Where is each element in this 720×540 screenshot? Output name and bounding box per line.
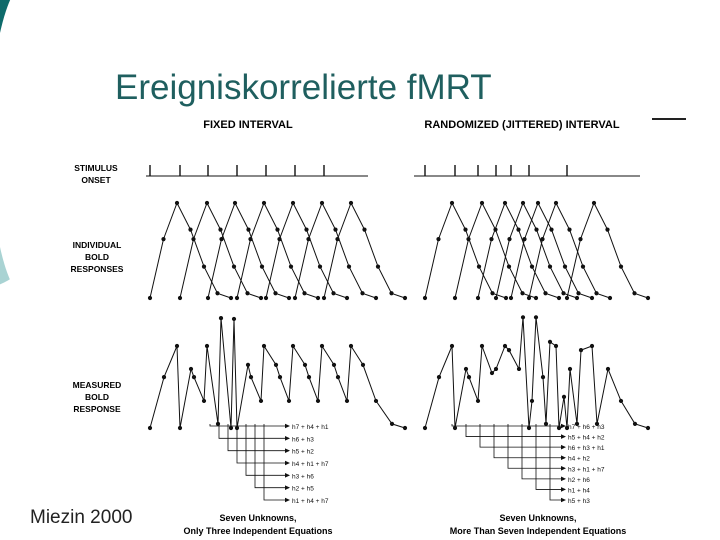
jittered-caption-1: Seven Unknowns, — [499, 513, 577, 523]
jittered-response-6-point-6 — [594, 291, 598, 295]
fixed-response-4-point-2 — [248, 237, 252, 241]
fixed-response-7-point-1 — [322, 296, 326, 300]
jittered-measured-point-7 — [476, 399, 480, 403]
fixed-response-1-point-5 — [202, 265, 206, 269]
fixed-measured-point-17 — [262, 344, 266, 348]
fixed-response-6-point-1 — [293, 296, 297, 300]
jittered-response-2-point-5 — [507, 265, 511, 269]
fixed-caption-1: Seven Unknowns, — [219, 513, 297, 523]
fixed-response-2-point-4 — [218, 228, 222, 232]
jittered-response-2-point-7 — [534, 296, 538, 300]
jittered-response-3-point-3 — [503, 201, 507, 205]
jittered-measured-curve — [425, 317, 648, 428]
fixed-measured-point-28 — [345, 399, 349, 403]
fixed-response-5-point-6 — [331, 291, 335, 295]
fixed-response-1-point-4 — [188, 228, 192, 232]
fixed-measured-point-3 — [175, 344, 179, 348]
row-label-individual-3: RESPONSES — [70, 264, 124, 274]
jittered-response-4-point-1 — [494, 296, 498, 300]
jittered-response-2-point-2 — [466, 237, 470, 241]
fixed-response-5-point-3 — [291, 201, 295, 205]
jittered-measured-point-33 — [646, 426, 650, 430]
jittered-equation-7: h1 + h4 — [568, 487, 590, 495]
fixed-arrow-line-1 — [210, 424, 289, 426]
fixed-response-1-point-3 — [175, 201, 179, 205]
row-label-measured-3: RESPONSE — [73, 404, 121, 414]
jittered-response-7-point-5 — [619, 265, 623, 269]
fixed-measured-point-6 — [192, 375, 196, 379]
jittered-arrowhead-4 — [561, 455, 566, 460]
fixed-response-3-point-1 — [206, 296, 210, 300]
jittered-response-3-point-6 — [543, 291, 547, 295]
jittered-response-1-point-1 — [423, 296, 427, 300]
jittered-response-7-point-1 — [565, 296, 569, 300]
fixed-arrow-line-5 — [246, 424, 289, 475]
fixed-arrow-line-6 — [255, 424, 289, 488]
slide-title: Ereigniskorrelierte fMRT — [115, 68, 492, 107]
jittered-measured-point-13 — [517, 367, 521, 371]
jittered-response-5-point-6 — [576, 291, 580, 295]
jittered-arrowhead-3 — [561, 445, 566, 450]
jittered-response-curve-2 — [455, 203, 536, 298]
jittered-response-1-point-5 — [477, 265, 481, 269]
jittered-arrowhead-6 — [561, 477, 566, 482]
fixed-interval-title: FIXED INTERVAL — [203, 119, 293, 131]
jittered-response-3-point-2 — [489, 237, 493, 241]
jittered-measured-point-1 — [423, 426, 427, 430]
row-label-stimulus-2: ONSET — [81, 175, 111, 185]
fixed-measured-point-7 — [202, 399, 206, 403]
fixed-arrowhead-2 — [285, 436, 290, 441]
jittered-measured-point-31 — [619, 399, 623, 403]
fixed-equation-2: h6 + h3 — [292, 436, 314, 444]
jittered-response-1-point-4 — [463, 228, 467, 232]
fixed-measured-point-24 — [316, 399, 320, 403]
fixed-equation-3: h5 + h2 — [292, 448, 314, 456]
jittered-equation-1: h7 + h6 + h3 — [568, 424, 605, 431]
jittered-response-curve-7 — [567, 203, 648, 298]
jittered-response-5-point-1 — [509, 296, 513, 300]
fixed-measured-point-26 — [332, 363, 336, 367]
jittered-response-6-point-7 — [608, 296, 612, 300]
fixed-arrow-line-4 — [237, 424, 289, 463]
jittered-arrowhead-7 — [561, 487, 566, 492]
jittered-measured-point-21 — [554, 344, 558, 348]
jittered-response-7-point-4 — [605, 228, 609, 232]
fixed-arrowhead-5 — [285, 473, 290, 478]
fixed-measured-point-31 — [374, 399, 378, 403]
fixed-measured-point-9 — [216, 422, 220, 426]
jittered-measured-point-19 — [544, 422, 548, 426]
jittered-measured-point-23 — [562, 395, 566, 399]
jittered-response-6-point-5 — [581, 265, 585, 269]
fixed-response-3-point-2 — [219, 237, 223, 241]
fixed-response-2-point-2 — [191, 237, 195, 241]
fixed-response-2-point-3 — [205, 201, 209, 205]
fixed-measured-point-10 — [219, 316, 223, 320]
fixed-response-1-point-2 — [161, 237, 165, 241]
fixed-response-4-point-3 — [262, 201, 266, 205]
jittered-response-5-point-3 — [536, 201, 540, 205]
fixed-response-6-point-3 — [320, 201, 324, 205]
jittered-measured-point-30 — [606, 367, 610, 371]
fixed-response-2-point-7 — [259, 296, 263, 300]
jittered-response-3-point-4 — [516, 228, 520, 232]
jittered-arrow-line-7 — [536, 424, 565, 489]
fixed-response-5-point-1 — [264, 296, 268, 300]
jittered-measured-point-4 — [453, 426, 457, 430]
fixed-response-3-point-4 — [246, 228, 250, 232]
fixed-measured-point-32 — [390, 422, 394, 426]
jittered-arrowhead-8 — [561, 498, 566, 503]
jittered-response-1-point-2 — [436, 237, 440, 241]
jittered-response-5-point-5 — [563, 265, 567, 269]
jittered-response-3-point-5 — [530, 265, 534, 269]
fixed-response-6-point-6 — [360, 291, 364, 295]
fixed-response-4-point-4 — [275, 228, 279, 232]
jittered-arrowhead-2 — [561, 434, 566, 439]
fixed-arrowhead-7 — [285, 498, 290, 503]
jittered-equation-8: h5 + h3 — [568, 498, 590, 505]
jittered-response-5-point-7 — [590, 296, 594, 300]
jittered-measured-point-25 — [568, 367, 572, 371]
jittered-equation-6: h2 + h6 — [568, 476, 590, 484]
jittered-response-4-point-4 — [534, 228, 538, 232]
fixed-measured-point-15 — [249, 375, 253, 379]
jittered-response-1-point-3 — [450, 201, 454, 205]
jittered-response-2-point-6 — [520, 291, 524, 295]
fixed-response-4-point-7 — [316, 296, 320, 300]
fixed-equation-1: h7 + h4 + h1 — [292, 424, 329, 431]
fixed-equation-7: h1 + h4 + h7 — [292, 498, 329, 505]
fixed-equation-6: h2 + h5 — [292, 485, 314, 493]
jittered-equation-5: h3 + h1 + h7 — [568, 466, 605, 474]
jittered-response-5-point-4 — [549, 228, 553, 232]
jittered-equation-3: h6 + h3 + h1 — [568, 445, 605, 453]
fixed-response-7-point-2 — [335, 237, 339, 241]
fixed-equation-5: h3 + h6 — [292, 473, 314, 481]
row-label-individual-1: INDIVIDUAL — [72, 240, 122, 250]
fixed-response-curve-6 — [295, 203, 376, 298]
jittered-response-curve-5 — [511, 203, 592, 298]
fixed-arrowhead-6 — [285, 485, 290, 490]
jittered-measured-point-18 — [541, 375, 545, 379]
jittered-measured-point-5 — [464, 367, 468, 371]
fixed-measured-point-16 — [259, 399, 263, 403]
jittered-response-6-point-3 — [554, 201, 558, 205]
jittered-response-4-point-2 — [507, 237, 511, 241]
fixed-response-7-point-4 — [362, 228, 366, 232]
jittered-measured-point-22 — [557, 426, 561, 430]
fixed-measured-curve — [150, 318, 405, 428]
fixed-measured-point-29 — [349, 344, 353, 348]
fixed-measured-point-11 — [229, 426, 233, 430]
fixed-response-1-point-1 — [148, 296, 152, 300]
row-label-stimulus-1: STIMULUS — [74, 163, 118, 173]
fixed-equation-4: h4 + h1 + h7 — [292, 461, 329, 468]
jittered-response-2-point-1 — [453, 296, 457, 300]
jittered-measured-point-8 — [480, 344, 484, 348]
fixed-measured-point-19 — [278, 375, 282, 379]
fixed-measured-point-33 — [403, 426, 407, 430]
jittered-measured-point-20 — [548, 340, 552, 344]
fixed-arrowhead-3 — [285, 448, 290, 453]
jittered-response-6-point-2 — [540, 237, 544, 241]
jittered-measured-point-27 — [579, 348, 583, 352]
jittered-response-4-point-3 — [521, 201, 525, 205]
fixed-measured-point-25 — [320, 344, 324, 348]
jittered-equation-4: h4 + h2 — [568, 455, 590, 463]
fixed-response-7-point-5 — [376, 265, 380, 269]
fixed-measured-point-4 — [178, 426, 182, 430]
jittered-response-curve-4 — [496, 203, 577, 298]
credit-text: Miezin 2000 — [30, 507, 133, 528]
fixed-response-curve-7 — [324, 203, 405, 298]
jittered-measured-point-17 — [534, 315, 538, 319]
jittered-response-7-point-7 — [646, 296, 650, 300]
fixed-response-6-point-2 — [306, 237, 310, 241]
jittered-response-1-point-6 — [490, 291, 494, 295]
jittered-arrow-line-5 — [508, 424, 565, 468]
jittered-response-6-point-1 — [527, 296, 531, 300]
jittered-interval-title: RANDOMIZED (JITTERED) INTERVAL — [424, 119, 620, 131]
figure-plots — [146, 165, 650, 505]
fixed-response-4-point-1 — [235, 296, 239, 300]
fixed-response-1-point-6 — [215, 291, 219, 295]
fixed-arrowhead-4 — [285, 461, 290, 466]
fixed-measured-point-5 — [189, 367, 193, 371]
fixed-measured-point-30 — [361, 363, 365, 367]
fixed-response-5-point-2 — [277, 237, 281, 241]
fixed-arrowhead-1 — [285, 424, 290, 429]
jittered-arrowhead-5 — [561, 466, 566, 471]
fixed-response-3-point-3 — [233, 201, 237, 205]
jittered-response-4-point-5 — [548, 265, 552, 269]
jittered-measured-point-2 — [437, 375, 441, 379]
jittered-response-3-point-1 — [476, 296, 480, 300]
jittered-measured-point-28 — [590, 344, 594, 348]
jittered-response-4-point-7 — [575, 296, 579, 300]
fixed-measured-point-8 — [205, 344, 209, 348]
jittered-caption-2: More Than Seven Independent Equations — [449, 526, 627, 536]
fixed-measured-point-12 — [232, 317, 236, 321]
fixed-measured-point-22 — [303, 363, 307, 367]
jittered-response-7-point-3 — [592, 201, 596, 205]
fixed-response-curve-2 — [180, 203, 261, 298]
jittered-response-5-point-2 — [522, 237, 526, 241]
fixed-response-2-point-1 — [178, 296, 182, 300]
jittered-arrow-line-3 — [480, 424, 565, 447]
jittered-measured-point-10 — [494, 367, 498, 371]
jittered-measured-point-15 — [527, 426, 531, 430]
jittered-response-4-point-6 — [561, 291, 565, 295]
fixed-response-4-point-5 — [289, 265, 293, 269]
jittered-measured-point-14 — [521, 315, 525, 319]
jittered-measured-point-3 — [450, 344, 454, 348]
fixed-caption-2: Only Three Independent Equations — [183, 526, 333, 536]
fixed-response-7-point-3 — [349, 201, 353, 205]
jittered-measured-point-6 — [467, 375, 471, 379]
fixed-measured-point-20 — [287, 399, 291, 403]
fixed-measured-point-21 — [291, 344, 295, 348]
jittered-measured-point-12 — [507, 348, 511, 352]
fixed-response-1-point-7 — [229, 296, 233, 300]
jittered-arrow-line-6 — [522, 424, 565, 479]
fixed-response-5-point-5 — [318, 265, 322, 269]
jittered-response-7-point-2 — [578, 237, 582, 241]
jittered-measured-point-16 — [530, 399, 534, 403]
fixed-measured-point-2 — [162, 375, 166, 379]
fixed-response-3-point-7 — [287, 296, 291, 300]
fixed-response-4-point-6 — [302, 291, 306, 295]
row-label-measured-1: MEASURED — [72, 380, 122, 390]
jittered-response-curve-3 — [478, 203, 559, 298]
fixed-response-5-point-4 — [304, 228, 308, 232]
fixed-measured-point-18 — [274, 363, 278, 367]
fixed-measured-point-14 — [246, 363, 250, 367]
jittered-response-2-point-3 — [480, 201, 484, 205]
jittered-response-6-point-4 — [567, 228, 571, 232]
jittered-measured-point-32 — [633, 422, 637, 426]
fixed-measured-point-23 — [307, 375, 311, 379]
fixed-response-6-point-7 — [374, 296, 378, 300]
fixed-response-6-point-5 — [347, 265, 351, 269]
jittered-measured-point-9 — [490, 371, 494, 375]
row-label-individual-2: BOLD — [84, 252, 110, 262]
fixed-response-7-point-7 — [403, 296, 407, 300]
fixed-response-7-point-6 — [389, 291, 393, 295]
jittered-response-1-point-7 — [504, 296, 508, 300]
fixed-response-3-point-5 — [260, 265, 264, 269]
fixed-response-2-point-5 — [232, 265, 236, 269]
fixed-response-6-point-4 — [333, 228, 337, 232]
fixed-measured-point-1 — [148, 426, 152, 430]
jittered-response-7-point-6 — [632, 291, 636, 295]
fixed-response-2-point-6 — [245, 291, 249, 295]
row-label-measured-2: BOLD — [84, 392, 110, 402]
jittered-measured-point-11 — [503, 344, 507, 348]
jittered-equation-2: h5 + h4 + h2 — [568, 434, 605, 442]
fixed-response-5-point-7 — [345, 296, 349, 300]
jittered-response-3-point-7 — [557, 296, 561, 300]
fixed-response-3-point-6 — [273, 291, 277, 295]
fixed-measured-point-27 — [336, 375, 340, 379]
